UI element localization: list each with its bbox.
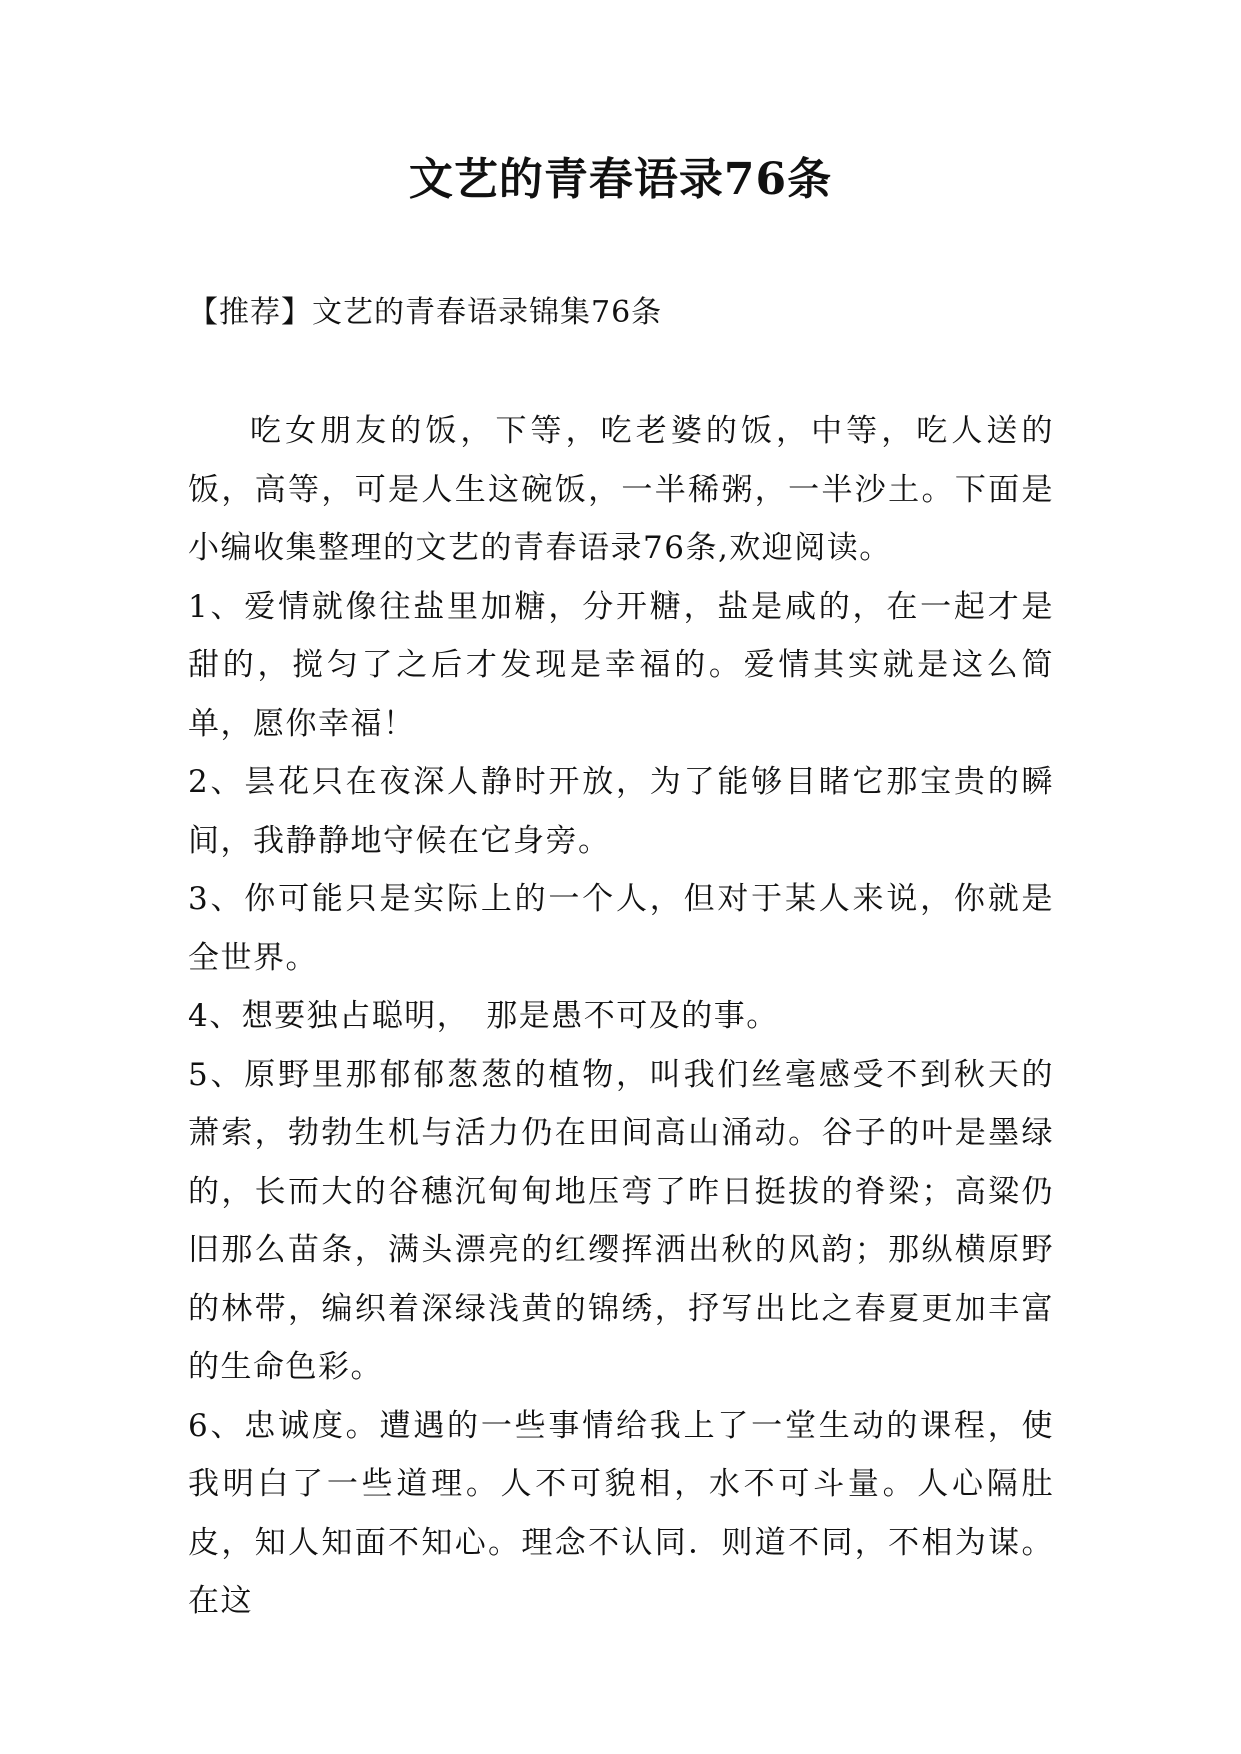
document-subtitle: 【推荐】文艺的青春语录锦集76条 — [188, 295, 663, 330]
list-item: 5、原野里那郁郁葱葱的植物，叫我们丝毫感受不到秋天的萧索，勃勃生机与活力仍在田间高山涌动。谷子的叶是墨绿的，长而大的谷穗沉甸甸地压弯了昨日挺拔的脊梁；高粱仍旧那么苗条，满头漂亮的红缨挥洒出秋的风韵；那纵横原野的林带，编织着深绿浅黄的锦绣，抒写出比之春夏更加丰富的生命色彩。 — [188, 1056, 1054, 1385]
list-item: 3、你可能只是实际上的一个人，但对于某人来说，你就是全世界。 — [188, 881, 1054, 976]
list-item: 2、昙花只在夜深人静时开放，为了能够目睹它那宝贵的瞬间，我静静地守候在它身旁。 — [188, 764, 1054, 859]
list-item: 1、爱情就像往盐里加糖，分开糖，盐是咸的，在一起才是甜的，搅匀了之后才发现是幸福的。爱情其实就是这么简单，愿你幸福！ — [188, 588, 1054, 742]
list-item: 6、忠诚度。遭遇的一些事情给我上了一堂生动的课程，使我明白了一些道理。人不可貌相，水不可斗量。人心隔肚皮，知人知面不知心。理念不认同．则道不同，不相为谋。在这 — [188, 1407, 1054, 1619]
intro-paragraph: 吃女朋友的饭，下等，吃老婆的饭，中等，吃人送的饭，高等，可是人生这碗饭，一半稀粥，一半沙土。下面是小编收集整理的文艺的青春语录76条,欢迎阅读。 — [188, 413, 1054, 566]
document-title: 文艺的青春语录76条 — [408, 154, 833, 205]
document-body — [188, 402, 1054, 1631]
list-item: 4、想要独占聪明， 那是愚不可及的事。 — [188, 998, 779, 1034]
